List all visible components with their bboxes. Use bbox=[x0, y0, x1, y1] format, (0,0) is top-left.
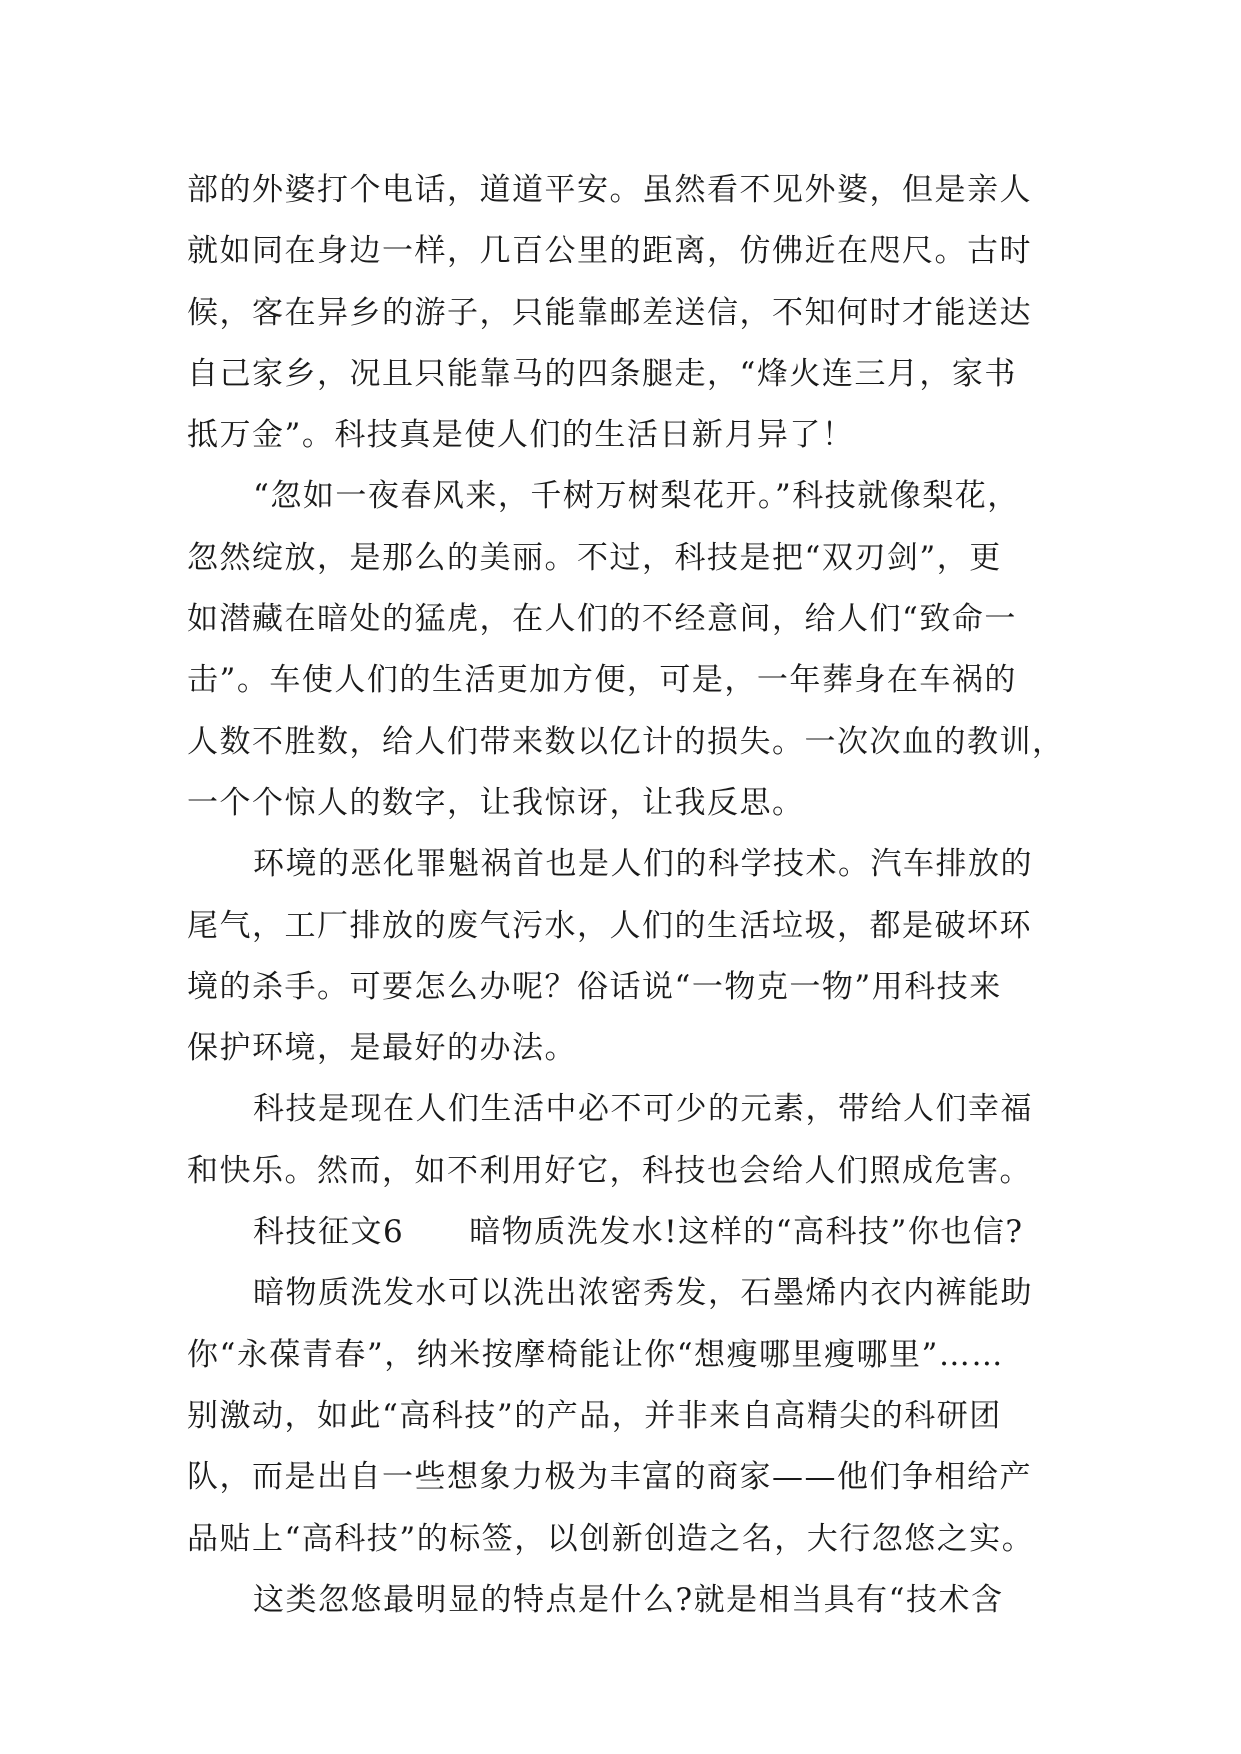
text-line: 科技是现在人们生活中必不可少的元素，带给人们幸福 bbox=[253, 1091, 1033, 1128]
text-line: 尾气，工厂排放的废气污水，人们的生活垃圾，都是破坏环 bbox=[187, 907, 1032, 944]
text-line: 环境的恶化罪魁祸首也是人们的科学技术。汽车排放的 bbox=[253, 846, 1033, 883]
text-line: 保护环境，是最好的办法。 bbox=[187, 1030, 577, 1067]
text-line: 候，客在异乡的游子，只能靠邮差送信，不知何时才能送达 bbox=[187, 294, 1032, 331]
text-line: 如潜藏在暗处的猛虎，在人们的不经意间，给人们“致命一 bbox=[187, 601, 1017, 638]
text-line: 和快乐。然而，如不利用好它，科技也会给人们照成危害。 bbox=[187, 1152, 1032, 1189]
document-body bbox=[187, 160, 1065, 1631]
text-line: 就如同在身边一样，几百公里的距离，仿佛近在咫尺。古时 bbox=[187, 233, 1032, 270]
text-line: “忽如一夜春风来，千树万树梨花开。”科技就像梨花， bbox=[253, 478, 1020, 515]
text-line: 科技征文6 暗物质洗发水!这样的“高科技”你也信? bbox=[253, 1214, 1024, 1251]
text-line: 别激动，如此“高科技”的产品，并非来自高精尖的科研团 bbox=[187, 1397, 1002, 1434]
text-line: 部的外婆打个电话，道道平安。虽然看不见外婆，但是亲人 bbox=[187, 172, 1032, 208]
text-line: 暗物质洗发水可以洗出浓密秀发，石墨烯内衣内裤能助 bbox=[253, 1275, 1033, 1312]
text-line: 队，而是出自一些想象力极为丰富的商家——他们争相给产 bbox=[187, 1459, 1032, 1496]
text-line: 境的杀手。可要怎么办呢？俗话说“一物克一物”用科技来 bbox=[187, 968, 1002, 1005]
text-line: 这类忽悠最明显的特点是什么?就是相当具有“技术含 bbox=[253, 1581, 1004, 1618]
text-line: 自己家乡，况且只能靠马的四条腿走，“烽火连三月，家书 bbox=[187, 355, 1017, 392]
text-line: 抵万金”。科技真是使人们的生活日新月异了！ bbox=[187, 417, 855, 454]
text-line: 击”。车使人们的生活更加方便，可是，一年葬身在车祸的 bbox=[187, 662, 1017, 699]
text-line: 品贴上“高科技”的标签，以创新创造之名，大行忽悠之实。 bbox=[187, 1520, 1035, 1557]
text-line: 忽然绽放，是那么的美丽。不过，科技是把“双刃剑”，更 bbox=[187, 539, 1002, 576]
text-line: 一个个惊人的数字，让我惊讶，让我反思。 bbox=[187, 784, 805, 821]
text-line: 你“永葆青春”，纳米按摩椅能让你“想瘦哪里瘦哪里”…… bbox=[187, 1336, 1004, 1373]
text-line: 人数不胜数，给人们带来数以亿计的损失。一次次血的教训， bbox=[187, 723, 1065, 760]
